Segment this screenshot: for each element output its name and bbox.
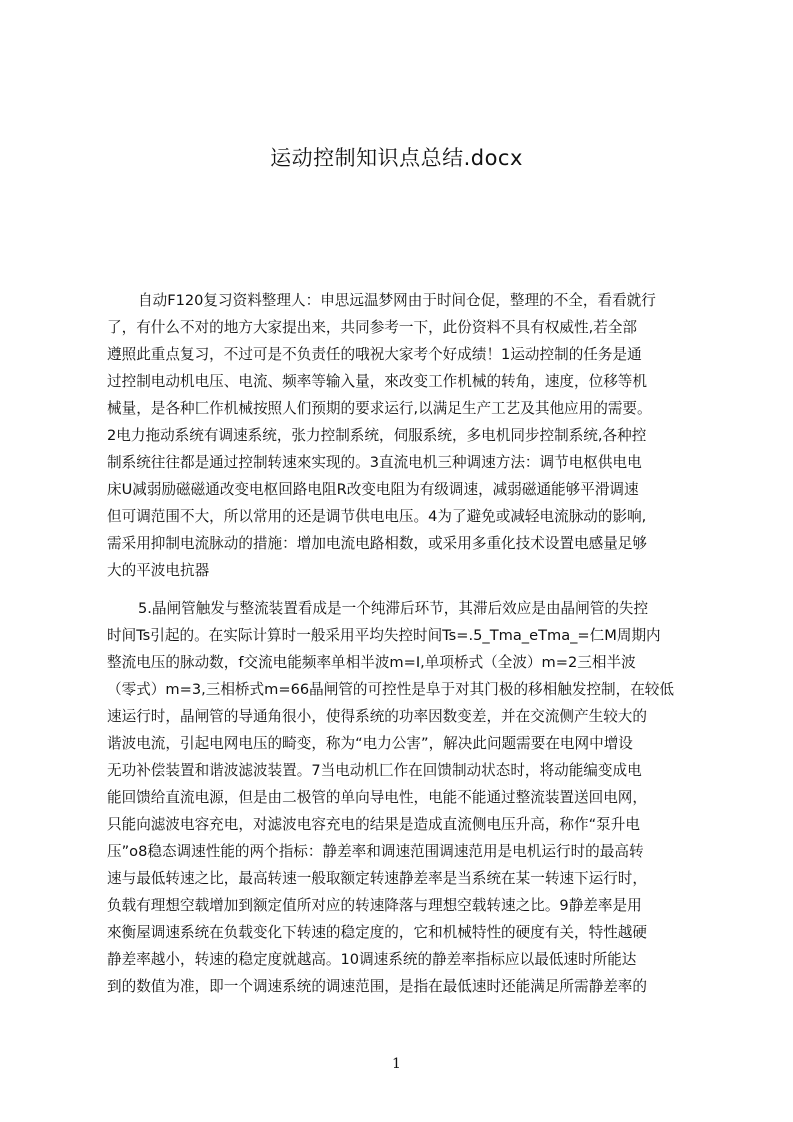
paragraph-line: 只能向滤波电容充电，对滤波电容充电的结果是造成直流侧电压升高，称作“泵升电	[107, 816, 640, 833]
paragraph-line: 能回馈给直流电源，但是由二极管的单向导电性，电能不能通过整流装置送回电网，	[107, 789, 647, 806]
paragraph-line: 速与最低转速之比，最高转速一般取额定转速静差率是当系统在某一转速下运行时，	[107, 870, 647, 887]
paragraph-line: 整流电压的脉动数，f交流电能频率单相半波m=I,单项桥式（全波）m=2三相半波	[107, 654, 636, 671]
paragraph-line: 负载有理想空载增加到额定值所对应的转速降落与理想空载转速之比。9静差率是用	[107, 897, 642, 914]
paragraph-1	[107, 287, 699, 584]
paragraph-line: 5.晶闸管触发与整流装置看成是一个纯滞后环节，其滞后效应是由晶闸管的失控	[138, 600, 649, 617]
paragraph-line: 遵照此重点复习，不过可是不负责任的哦祝大家考个好成绩！1运动控制的任务是通	[107, 346, 642, 363]
paragraph-line: 到的数值为准，即一个调速系统的调速范围，是指在最低速时还能满足所需静差率的	[107, 978, 647, 995]
paragraph-line: 需采用抑制电流脉动的措施：增加电流电路相数，或采用多重化技术设置电感量足够	[107, 535, 647, 552]
paragraph-line: 速运行时，晶闸管的导通角很小，使得系统的功率因数变差，并在交流侧产生较大的	[107, 708, 647, 725]
paragraph-line: 制系统往往都是通过控制转速來实现的。3直流电机三种调速方法：调节电枢供电电	[107, 454, 642, 471]
paragraph-line: 床U减弱励磁磁通改变电枢回路电阻R改变电阻为有级调速，减弱磁通能够平滑调速	[107, 481, 639, 498]
paragraph-line: （零式）m=3,三相桥式m=66晶闸管的可控性是阜于对其门极的移相触发控制，在较低	[107, 681, 674, 698]
paragraph-line: 來衡屋调速系统在负载变化下转速的稳定度的，它和机械特性的硬度有关，特性越硬	[107, 924, 647, 941]
paragraph-line: 了，有什么不对的地方大家提出来，共同参考一下，此份资料不具有权威性,若全部	[107, 319, 638, 336]
paragraph-line: 自动F120复习资料整理人：申思远温梦网由于时间仓促，整理的不全，看看就行	[138, 292, 656, 309]
paragraph-line: 过控制电动机电压、电流、频率等输入量，來改变工作机械的转角，速度，位移等机	[107, 373, 647, 390]
paragraph-line: 静差率越小，转速的稳定度就越高。10调速系统的静差率指标应以最低速时所能达	[107, 951, 637, 968]
paragraph-line: 时间Ts引起的。在实际计算时一般采用平均失控时间Ts=.5_Tma_eTma_=仁M周期内	[107, 627, 661, 644]
paragraph-2	[107, 595, 699, 1000]
paragraph-line: 无功补偿装置和谐波滤波装置。7当电动机匚作在回馈制动状态时，将动能编变成电	[107, 762, 642, 779]
paragraph-line: 械量，是各种匚作机械按照人们预期的要求运行,以满足生产工艺及其他应用的需要。	[107, 400, 652, 417]
paragraph-line: 2电力拖动系统有调速系统，张力控制系统，伺服系统，多电机同步控制系统,各种控	[107, 427, 647, 444]
paragraph-line: 谐波电流，引起电网电压的畸变，称为“电力公害”，解决此问题需要在电网中增设	[107, 735, 633, 752]
page-number: 1	[392, 1056, 401, 1072]
paragraph-line: 但可调范围不大，所以常用的还是调节供电电压。4为了避免或减轻电流脉动的影响,	[107, 508, 647, 525]
paragraph-line: 大的平波电抗器	[107, 562, 210, 579]
paragraph-line: 压”o8稳态调速性能的两个指标：静差率和调速范围调速范用是电机运行时的最高转	[107, 843, 644, 860]
document-title: 运动控制知识点总结.docx	[270, 146, 523, 170]
